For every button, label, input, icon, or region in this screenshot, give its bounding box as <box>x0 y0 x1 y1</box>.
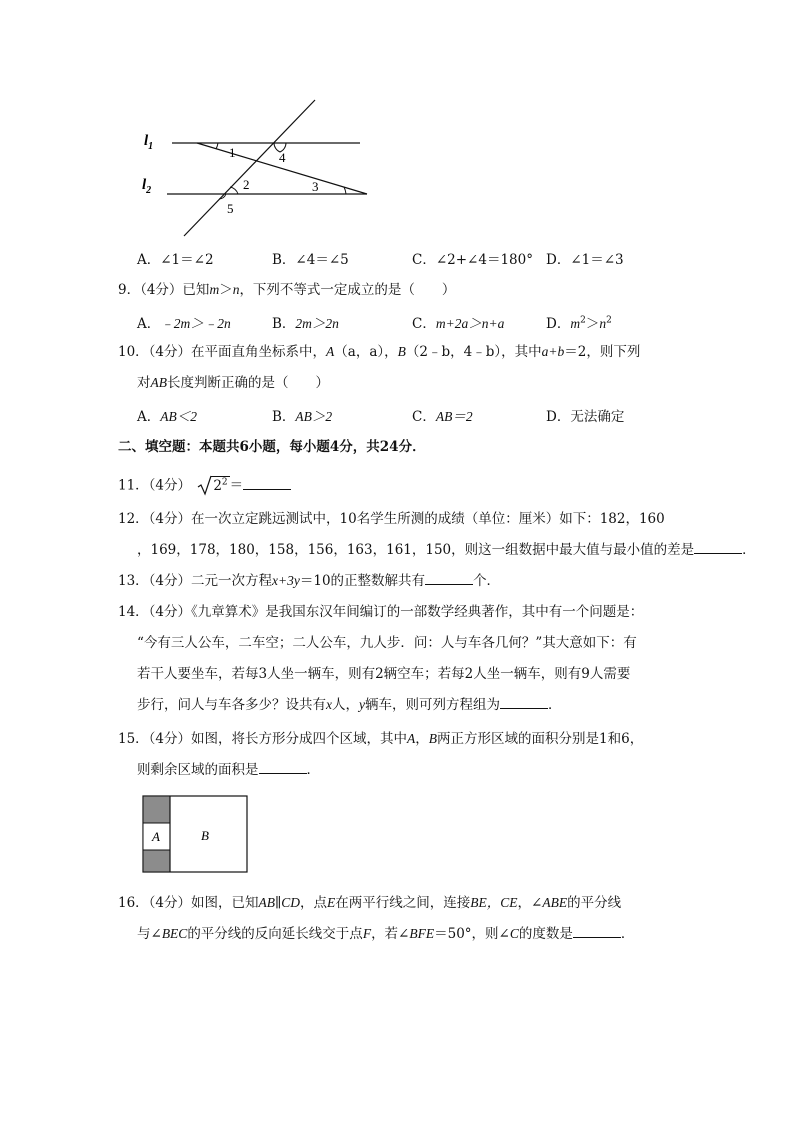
angle-label-1: 1 <box>229 145 236 160</box>
q9-option-b[interactable]: B．2m＞2n <box>272 316 339 332</box>
q15-answer-blank[interactable] <box>259 761 307 774</box>
q10-stem-line1: 10．（4分）在平面直角坐标系中，A（a，a），B（2﹣b，4﹣b），其中a+b＝2，则下列 <box>118 344 641 360</box>
label-l1: $l_1$ <box>144 133 154 152</box>
q15-stem-line1: 15．（4分）如图，将长方形分成四个区域，其中A，B两正方形区域的面积分别是1和6， <box>118 731 644 747</box>
q10-option-d[interactable]: D．无法确定 <box>546 409 625 425</box>
shaded-region-top <box>143 796 170 823</box>
q10-option-c[interactable]: C．AB＝2 <box>412 409 473 425</box>
label-l2: $l_2$ <box>142 177 152 196</box>
q8-option-a[interactable]: A．∠1＝∠2 <box>137 252 214 268</box>
q14-stem-line1: 14．（4分）《九章算术》是我国东汉年间编订的一部数学经典著作，其中有一个问题是： <box>118 604 644 620</box>
angle-label-2: 2 <box>243 177 250 192</box>
q9-option-d[interactable]: D．$m^2>n^2$ <box>546 315 612 332</box>
q15-stem-line2: 则剩余区域的面积是 ． <box>137 762 320 778</box>
q16-answer-blank[interactable] <box>573 925 621 938</box>
angle-arc-2 <box>230 187 238 194</box>
exponent: 2 <box>221 477 228 487</box>
label-a: A <box>152 829 160 844</box>
angle-label-4: 4 <box>279 150 286 165</box>
q15-figure <box>140 793 252 875</box>
q10-stem-line2: 对AB长度判断正确的是（ ） <box>137 375 329 391</box>
section-2-heading: 二、填空题：本题共6小题，每小题4分，共24分． <box>118 439 426 455</box>
q12-answer-blank[interactable] <box>694 541 742 554</box>
q10-option-b[interactable]: B．AB＞2 <box>272 409 333 425</box>
angle-label-5: 5 <box>227 201 234 216</box>
radicand: 2 <box>213 477 222 494</box>
q14-stem-line2: “今有三人公车，二车空；二人公车，九人步．问：人与车各几何？”其大意如下：有 <box>137 635 637 651</box>
q13-answer-blank[interactable] <box>425 572 473 585</box>
q14-stem-line3: 若干人要坐车，若每3人坐一辆车，则有2辆空车；若每2人坐一辆车，则有9人需要 <box>137 666 631 682</box>
q10-option-a[interactable]: A．AB＜2 <box>137 409 197 425</box>
q12-stem-line2: ，169，178，180，158，156，163，161，150，则这一组数据中最大值与最小值的差是 ． <box>137 542 756 558</box>
q16-stem-line1: 16．（4分）如图，已知AB∥CD，点E在两平行线之间，连接BE，CE，∠ABE的平分线 <box>118 895 622 911</box>
angle-label-3: 3 <box>312 179 319 194</box>
q11-stem: 11．（4分） $2^2$ ＝ <box>118 473 291 496</box>
q8-option-b[interactable]: B．∠4＝∠5 <box>272 252 349 268</box>
q16-stem-line2: 与∠BEC的平分线的反向延长线交于点F，若∠BFE＝50°，则∠C的度数是 ． <box>137 926 635 942</box>
q8-option-c[interactable]: C．∠2+∠4＝180° <box>412 252 533 268</box>
shaded-region-bottom <box>143 850 170 872</box>
q14-answer-blank[interactable] <box>500 696 548 709</box>
q14-stem-line4: 步行，问人与车各多少？设共有x人，y辆车，则可列方程组为 ． <box>137 697 562 713</box>
angle-arc-1 <box>216 143 218 149</box>
q11-answer-blank[interactable] <box>243 477 291 490</box>
q9-stem: 9．（4分）已知m＞n，下列不等式一定成立的是（ ） <box>118 282 456 298</box>
q13-stem: 13．（4分）二元一次方程x+3y＝10的正整数解共有 个． <box>118 573 501 589</box>
q8-figure <box>130 95 390 245</box>
q12-stem-line1: 12．（4分）在一次立定跳远测试中，10名学生所测的成绩（单位：厘米）如下：182，160 <box>118 511 665 527</box>
q9-option-c[interactable]: C．m+2a＞n+a <box>412 316 505 332</box>
label-b: B <box>201 828 209 843</box>
q9-option-a[interactable]: A．﹣2m＞﹣2n <box>137 316 231 332</box>
q8-option-d[interactable]: D．∠1＝∠3 <box>546 252 624 268</box>
transversal-line <box>184 100 315 236</box>
